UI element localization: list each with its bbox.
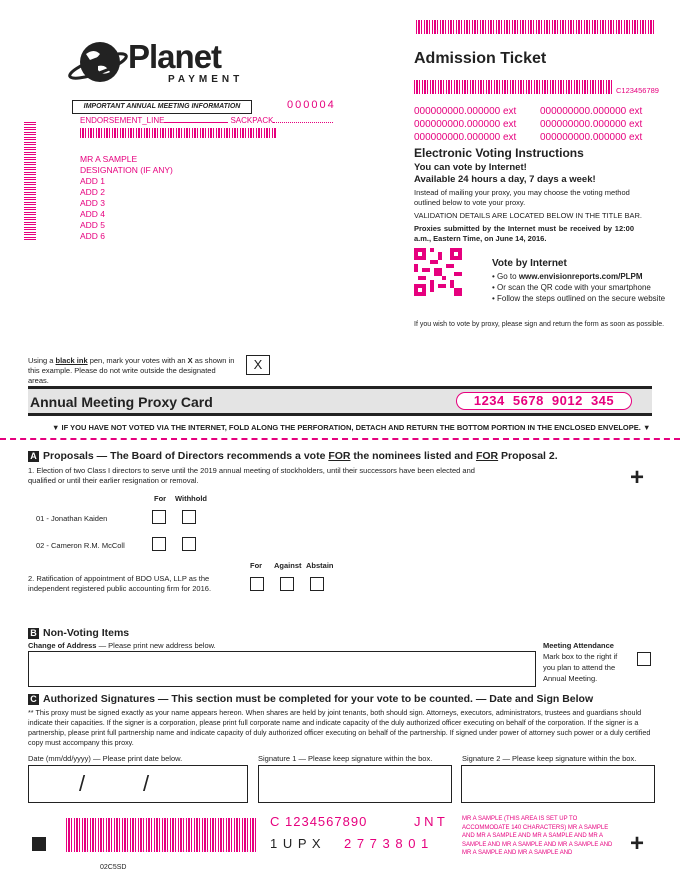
proposal-1-text: 1. Election of two Class I directors to serve until the 2019 annual meeting of stockholders, until their successors have been elected and qualified or until their earlier resignation or removal. (28, 466, 475, 485)
address-line: ADD 3 (80, 198, 106, 208)
endorsement-right: SACKPACK (230, 116, 274, 125)
endorsement-line (80, 116, 333, 125)
footer-sample-text: MR A SAMPLE (THIS AREA IS SET UP TO ACCOMMODATE 140 CHARACTERS) MR A SAMPLE AND MR A SAMPLE AND MR A SAMPLE AND MR A SAMPLE AND MR A SAMPLE AND MR A SAMPLE AND MR A SAMPLE AND MR A SAMPLE AND (462, 816, 613, 856)
example-mark-box: X (246, 355, 270, 375)
footer-barcode (66, 818, 256, 852)
fold-text: IF YOU HAVE NOT VOTED VIA THE INTERNET, FOLD ALONG THE PERFORATION, DETACH AND RETURN THE BOTTOM PORTION IN THE ENCLOSED ENVELOPE. (61, 423, 641, 432)
form-id: 02C5SD (100, 864, 127, 871)
mailing-address (80, 154, 173, 242)
voting-deadline: Proxies submitted by the Internet must be received by 12:00 a.m., Eastern Time, on June 14, 2016. (414, 224, 634, 243)
address-line: ADD 2 (80, 187, 106, 197)
col-for-2: For (250, 561, 263, 570)
address-line: ADD 5 (80, 220, 106, 230)
ext-code: 000000000.000000 ext (414, 132, 517, 143)
footer-initials: J N T (414, 814, 445, 829)
proposal-2-against-checkbox[interactable] (280, 577, 294, 591)
voting-body2: VALIDATION DETAILS ARE LOCATED BELOW IN THE TITLE BAR. (414, 211, 642, 220)
ext-code: 000000000.000000 ext (540, 106, 643, 117)
col-withhold: Withhold (175, 494, 208, 503)
fold-instruction (52, 423, 651, 432)
section-a-title: A Proposals — The Board of Directors recommends a vote FOR the nominees listed and FOR Proposal 2. (28, 450, 558, 462)
side-barcode (24, 122, 36, 240)
internet-steps (492, 271, 665, 304)
col-abstain: Abstain (306, 561, 334, 570)
voting-sub2: Available 24 hours a day, 7 days a week! (414, 174, 596, 185)
address-line: ADD 1 (80, 176, 106, 186)
voting-body1: Instead of mailing your proxy, you may choose the voting method outlined below to vote your proxy. (414, 188, 630, 207)
voting-sub1: You can vote by Internet! (414, 162, 527, 173)
date-label: Date (mm/dd/yyyy) — Please print date below. (28, 754, 183, 763)
ext-code: 000000000.000000 ext (540, 119, 643, 130)
signature-1-input[interactable] (258, 765, 452, 803)
perforation-line[interactable] (0, 438, 680, 440)
attendance-title: Meeting Attendance (543, 641, 614, 650)
logo-tagline: PAYMENT (168, 74, 244, 85)
change-address-label: Change of Address — Please print new address below. (28, 641, 216, 650)
signature-2-input[interactable] (461, 765, 655, 803)
vote-url-link[interactable]: www.envisionreports.com/PLPM (518, 272, 643, 281)
signature-1-label: Signature 1 — Please keep signature within the box. (258, 754, 433, 763)
triangle-down-icon: ▼ (52, 423, 60, 432)
section-b-title: B Non-Voting Items (28, 627, 129, 639)
nominee-label: 01 - Jonathan Kaiden (36, 514, 108, 523)
proposal-2-text: 2. Ratification of appointment of BDO USA, LLP as the independent registered public accounting firm for 2016. (28, 574, 212, 593)
nominee-2-for-checkbox[interactable] (152, 537, 166, 551)
sequence-number: 000004 (287, 99, 336, 111)
step-1: • Go to www.envisionreports.com/PLPM (492, 272, 643, 281)
step-2: • Or scan the QR code with your smartphone (492, 283, 651, 292)
col-against: Against (274, 561, 302, 570)
footer-control: C 1234567890 (270, 814, 368, 829)
proxy-card-title: Annual Meeting Proxy Card (30, 394, 213, 410)
footer-code-1: 1 U P X (270, 836, 322, 851)
ink-instruction: Using a black ink pen, mark your votes with an X as shown in this example. Please do not write outside the designated areas. (28, 356, 235, 385)
logo (68, 36, 258, 88)
section-c-badge: C (28, 694, 39, 705)
voting-heading: Electronic Voting Instructions (414, 146, 584, 160)
nominee-2-withhold-checkbox[interactable] (182, 537, 196, 551)
planet-globe-icon (68, 36, 128, 88)
crosshair-icon: + (630, 830, 645, 857)
address-line: ADD 4 (80, 209, 106, 219)
address-line: MR A SAMPLE (80, 154, 138, 164)
endorsement-left: ENDORSEMENT_LINE (80, 116, 165, 125)
nominee-label: 02 - Cameron R.M. McColl (36, 541, 125, 550)
meeting-info-label: IMPORTANT ANNUAL MEETING INFORMATION (72, 100, 252, 114)
change-address-input[interactable] (28, 651, 536, 687)
address-line: ADD 6 (80, 231, 106, 241)
proposal-2-abstain-checkbox[interactable] (310, 577, 324, 591)
section-b-badge: B (28, 628, 39, 639)
ext-code: 000000000.000000 ext (414, 119, 517, 130)
ticket-control-id: C123456789 (616, 86, 659, 95)
proxy-card-number: 1234 5678 9012 345 (456, 392, 632, 410)
col-for: For (154, 494, 167, 503)
signature-instructions: ** This proxy must be signed exactly as your name appears hereon. When shares are held by joint tenants, both should sign. Attorneys, executors, administrators, trustees and guardians should indicate their capacities. If the signer is a corporation, please print full corporate name and indicate capacity of the duly authorized officer executing on behalf of the corporation. If the signer is a partnership, please print full partnership name and indicate capacity of duly authorized officer executing on behalf of the partnership. If signed under power of attorney such power or a duly certified copy must accompany this proxy. (28, 708, 651, 747)
ticket-title: Admission Ticket (414, 50, 547, 67)
postal-barcode (80, 128, 276, 138)
date-input[interactable]: / / (28, 765, 248, 803)
proposal-2-for-checkbox[interactable] (250, 577, 264, 591)
attendance-text: Mark box to the right if you plan to attend the Annual Meeting. (543, 652, 618, 683)
crosshair-icon: + (630, 464, 645, 491)
ticket-barcode (414, 80, 612, 94)
triangle-down-icon: ▼ (642, 423, 651, 432)
ticket-barcode-top (416, 20, 656, 34)
logo-name: Planet (128, 38, 222, 75)
internet-title: Vote by Internet (492, 258, 567, 269)
proxy-note: If you wish to vote by proxy, please sign and return the form as soon as possible. (414, 321, 665, 328)
address-line: DESIGNATION (IF ANY) (80, 165, 173, 175)
footer-code-2: 2 7 7 3 8 0 1 (344, 836, 430, 851)
ext-code: 000000000.000000 ext (414, 106, 517, 117)
section-a-badge: A (28, 451, 39, 462)
proxy-card-bar (28, 386, 652, 416)
section-c-title: C Authorized Signatures — This section must be completed for your vote to be counted. — Date and Sign Below (28, 693, 593, 705)
signature-2-label: Signature 2 — Please keep signature within the box. (462, 754, 637, 763)
step-3: • Follow the steps outlined on the secure website (492, 294, 666, 303)
registration-square (32, 837, 46, 851)
ext-code: 000000000.000000 ext (540, 132, 643, 143)
nominee-1-for-checkbox[interactable] (152, 510, 166, 524)
nominee-1-withhold-checkbox[interactable] (182, 510, 196, 524)
qr-code[interactable] (414, 248, 462, 296)
attendance-checkbox[interactable] (637, 652, 651, 666)
